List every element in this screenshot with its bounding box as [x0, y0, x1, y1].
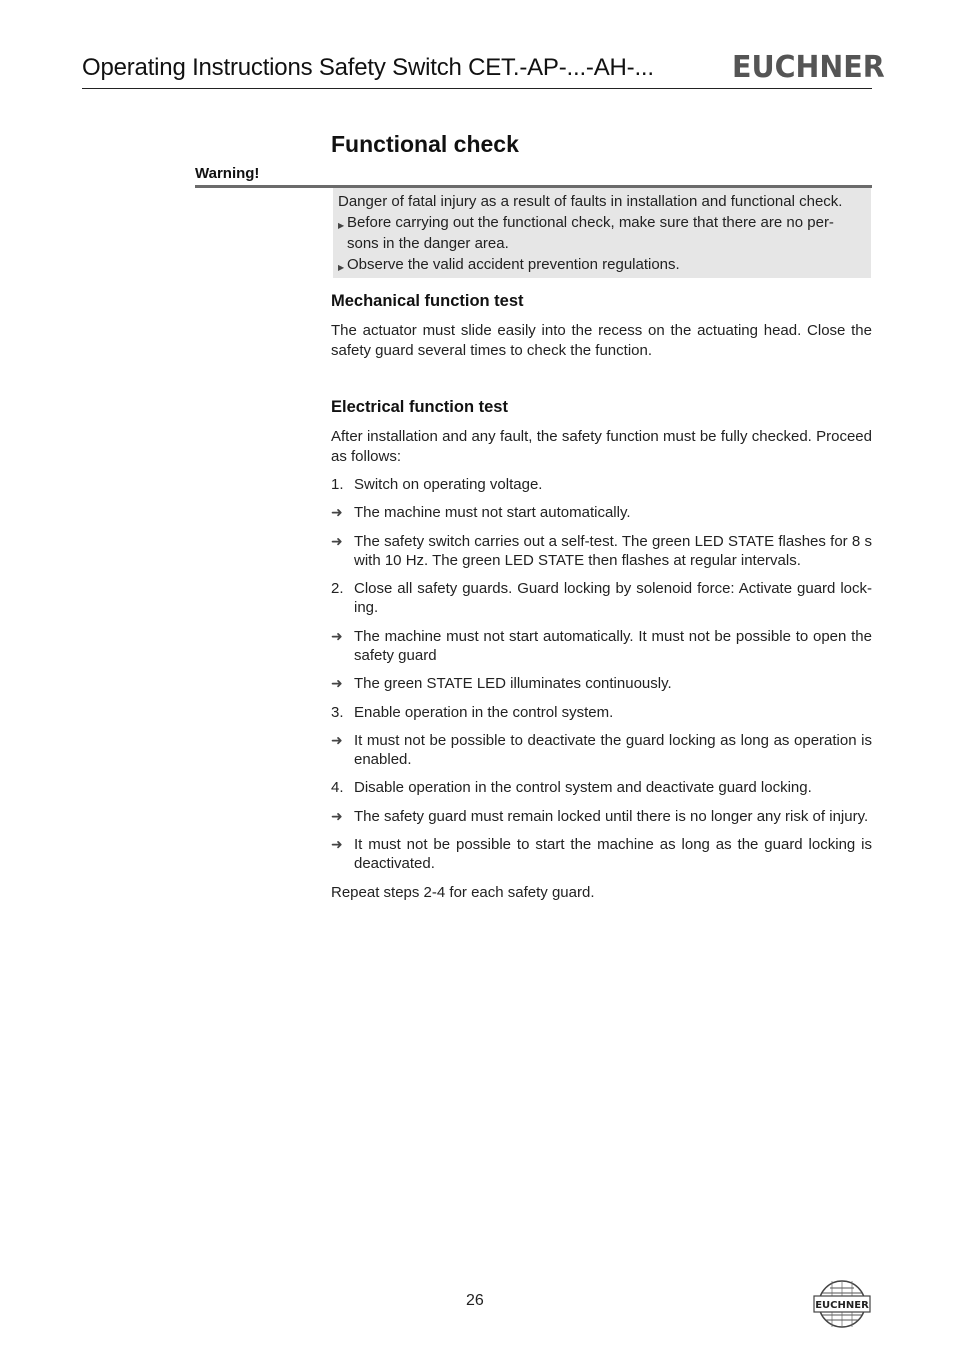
- header-divider: [82, 88, 872, 89]
- warning-intro: Danger of fatal injury as a result of faults in installation and functional check.: [338, 193, 843, 210]
- bullet-icon: ▶: [338, 221, 345, 230]
- bullet-icon: ▶: [338, 263, 345, 272]
- item-text: The safety switch carries out a self-test. The green LED STATE flashes for 8 s with 10 Hz. The green LED STATE then flashes at regular intervals.: [354, 533, 872, 569]
- electrical-test-heading: Electrical function test: [331, 398, 508, 416]
- step-number: 4.: [331, 779, 344, 796]
- arrow-right-icon: ➜: [331, 675, 343, 691]
- item-text: The machine must not start automatically. It must not be possible to open the safety guard: [354, 628, 872, 664]
- closing-note: Repeat steps 2-4 for each safety guard.: [331, 884, 595, 901]
- warning-box: [333, 188, 871, 278]
- step-number: 1.: [331, 476, 344, 493]
- arrow-right-icon: ➜: [331, 628, 343, 644]
- footer-logo-text: EUCHNER: [815, 1300, 869, 1311]
- item-text: Close all safety guards. Guard locking by solenoid force: Activate guard lock-ing.: [354, 580, 872, 616]
- item-text: Disable operation in the control system and deactivate guard locking.: [354, 779, 812, 796]
- brand-logo: EUCHNER: [732, 50, 885, 85]
- footer-logo: [812, 1279, 872, 1334]
- item-text: Switch on operating voltage.: [354, 476, 543, 493]
- item-text: It must not be possible to start the machine as long as the guard locking is deactivated.: [354, 836, 872, 872]
- page-number: 26: [466, 1292, 484, 1309]
- document-title: Operating Instructions Safety Switch CET.-AP-...-AH-...: [82, 54, 654, 81]
- warning-bullet-1-line-1: Before carrying out the functional check, make sure that there are no per-: [347, 214, 834, 231]
- arrow-right-icon: ➜: [331, 808, 343, 824]
- warning-bullet-1-line-2: sons in the danger area.: [347, 235, 509, 252]
- item-text: Enable operation in the control system.: [354, 704, 614, 721]
- arrow-right-icon: ➜: [331, 732, 343, 748]
- item-text: It must not be possible to deactivate the guard locking as long as operation is enabled.: [354, 732, 872, 768]
- step-number: 3.: [331, 704, 344, 721]
- section-title: Functional check: [331, 131, 519, 157]
- arrow-right-icon: ➜: [331, 836, 343, 852]
- item-text: The green STATE LED illuminates continuously.: [354, 675, 672, 692]
- step-number: 2.: [331, 580, 344, 597]
- warning-bullet-2: Observe the valid accident prevention regulations.: [347, 256, 680, 273]
- arrow-right-icon: ➜: [331, 533, 343, 549]
- item-text: The machine must not start automatically.: [354, 504, 631, 521]
- arrow-right-icon: ➜: [331, 504, 343, 520]
- mechanical-test-body: The actuator must slide easily into the recess on the actuating head. Close the safety guard several times to check the function.: [331, 322, 872, 359]
- warning-label: Warning!: [195, 165, 260, 182]
- electrical-test-intro: After installation and any fault, the safety function must be fully checked. Proceed as follows:: [331, 428, 872, 465]
- item-text: The safety guard must remain locked until there is no longer any risk of injury.: [354, 808, 869, 825]
- mechanical-test-heading: Mechanical function test: [331, 292, 524, 310]
